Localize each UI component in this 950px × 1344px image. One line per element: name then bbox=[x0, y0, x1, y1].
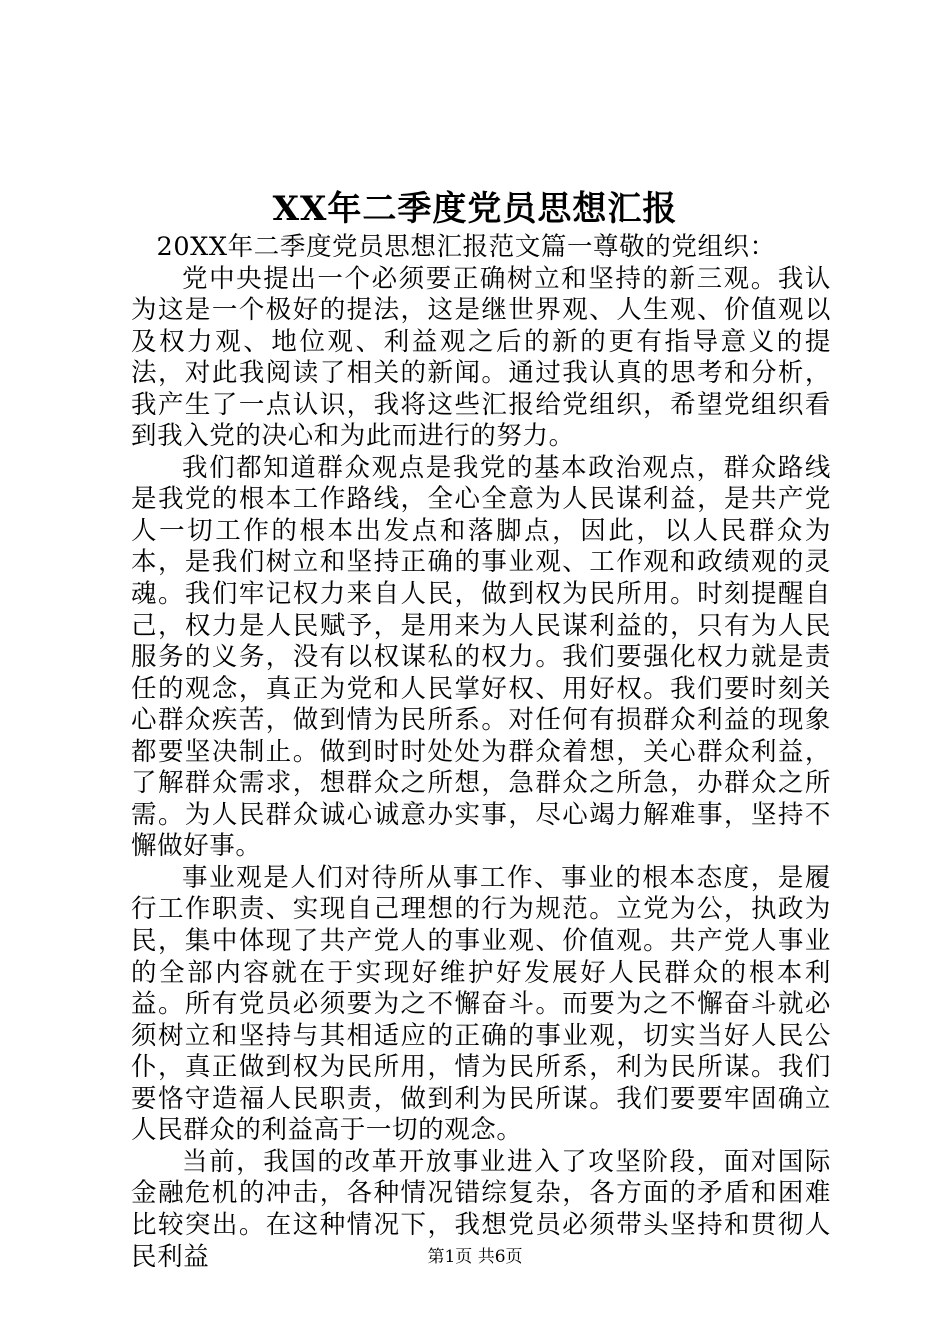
page-footer: 第1页 共6页 bbox=[427, 1247, 523, 1267]
lead-paragraph: 20XX年二季度党员思想汇报范文篇一尊敬的党组织： bbox=[156, 232, 776, 262]
document-title: XX年二季度党员思想汇报 bbox=[272, 189, 678, 229]
document-body bbox=[131, 232, 831, 1273]
body-paragraph-1: 党中央提出一个必须要正确树立和坚持的新三观。我认为这是一个极好的提法，这是继世界观、人生观、价值观以及权力观、地位观、利益观之后的新的更有指导意义的提法，对此我阅读了相关的新闻。通过我认真的思考和分析，我产生了一点认识，我将这些汇报给党组织，希望党组织看到我入党的决心和为此而进行的努力。 bbox=[131, 263, 831, 452]
body-paragraph-4: 当前，我国的改革开放事业进入了攻坚阶段，面对国际金融危机的冲击，各种情况错综复杂，各方面的矛盾和困难比较突出。在这种情况下，我想党员必须带头坚持和贯彻人民利益 bbox=[131, 1146, 831, 1272]
body-paragraph-3: 事业观是人们对待所从事工作、事业的根本态度，是履行工作职责、实现自己理想的行为规范。立党为公，执政为民，集中体现了共产党人的事业观、价值观。共产党人事业的全部内容就在于实现好维护好发展好人民群众的根本利益。所有党员必须要为之不懈奋斗。而要为之不懈奋斗就必须树立和坚持与其相适应的正确的事业观，切实当好人民公仆，真正做到权为民所用，情为民所系，利为民所谋。我们要恪守造福人民职责，做到利为民所谋。我们要要牢固确立人民群众的利益高于一切的观念。 bbox=[131, 862, 831, 1146]
body-paragraph-2: 我们都知道群众观点是我党的基本政治观点，群众路线是我党的根本工作路线，全心全意为人民谋利益，是共产党人一切工作的根本出发点和落脚点，因此，以人民群众为本，是我们树立和坚持正确的事业观、工作观和政绩观的灵魂。我们牢记权力来自人民，做到权为民所用。时刻提醒自己，权力是人民赋予，是用来为人民谋利益的，只有为人民服务的义务，没有以权谋私的权力。我们要强化权力就是责任的观念，真正为党和人民掌好权、用好权。我们要时刻关心群众疾苦，做到情为民所系。对任何有损群众利益的现象都要坚决制止。做到时时处处为群众着想，关心群众利益，了解群众需求，想群众之所想，急群众之所急，办群众之所需。为人民群众诚心诚意办实事，尽心竭力解难事，坚持不懈做好事。 bbox=[131, 452, 831, 862]
